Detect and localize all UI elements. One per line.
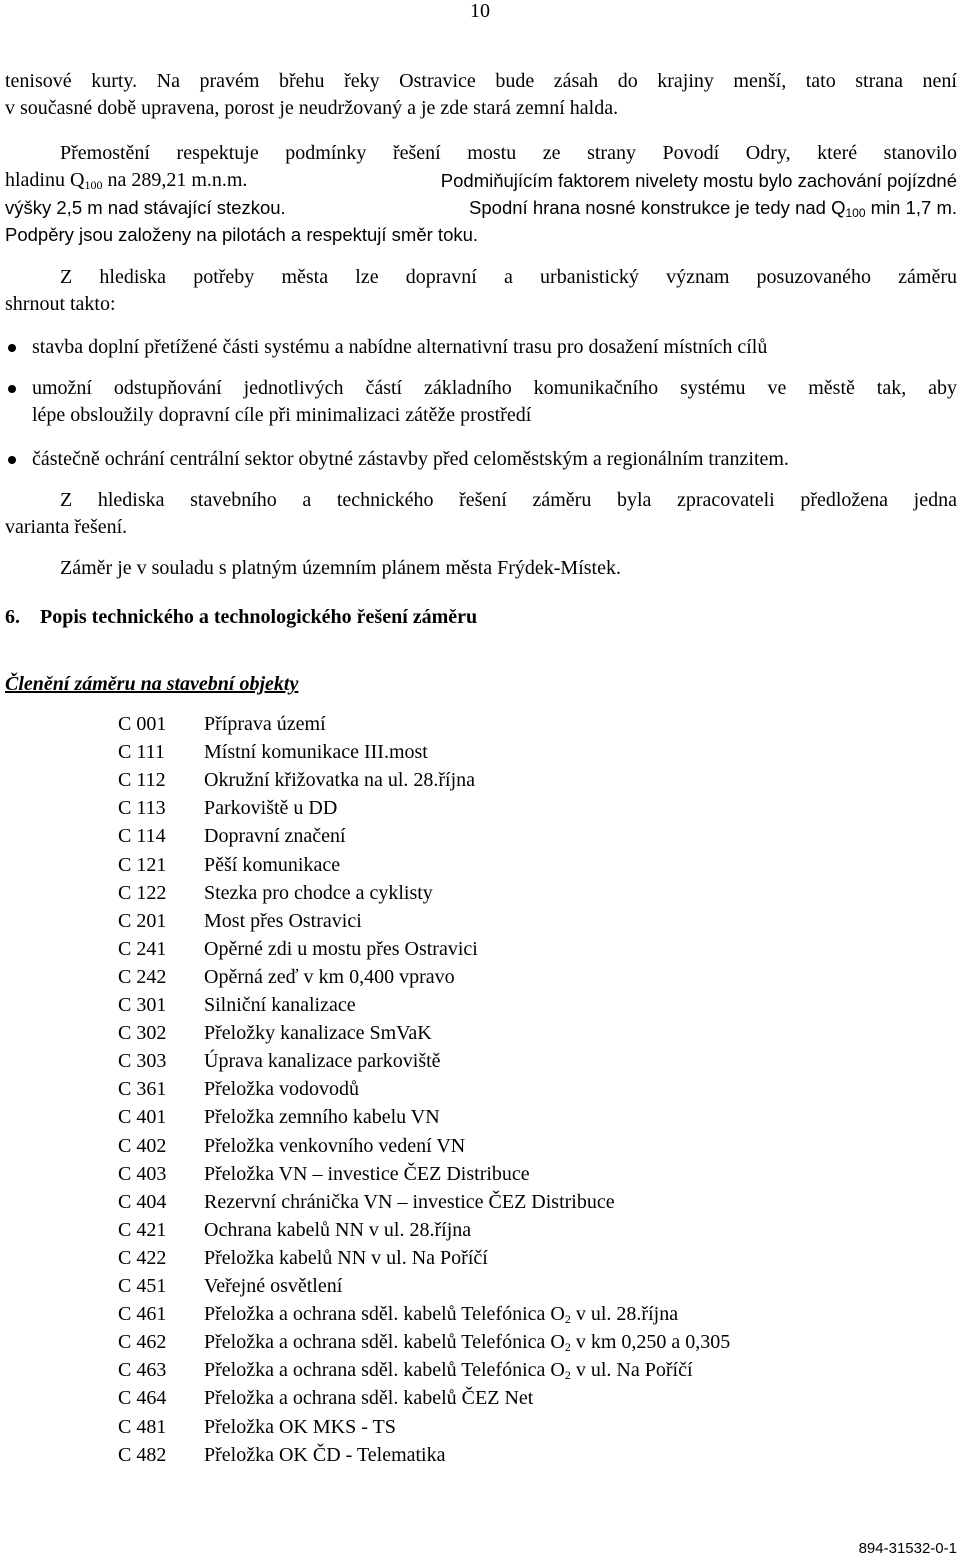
q-subscript: 100 — [84, 178, 103, 192]
paragraph-1-line-2: v současné době upravena, porost je neudržovaný a je zde stará zemní halda. — [5, 97, 619, 119]
object-row — [118, 935, 478, 963]
paragraph-3-line-1: Z hlediska potřeby města lze dopravní a urbanistický význam posuzovaného záměru — [60, 266, 957, 288]
page-number: 10 — [470, 0, 490, 22]
object-name-text: Okružní křižovatka na ul. 28.října — [204, 769, 476, 792]
object-code: C 462 — [118, 1331, 167, 1354]
bullet-item-2-line-2: lépe obsloužily dopravní cíle při minimalizaci zátěže prostředí — [32, 404, 532, 426]
object-code: C 122 — [118, 881, 167, 904]
object-name — [204, 1413, 396, 1441]
object-code: C 464 — [118, 1387, 167, 1410]
object-row — [118, 1441, 446, 1469]
object-name — [204, 1103, 440, 1131]
paragraph-1-line-1: tenisové kurty. Na pravém břehu řeky Ostravice bude zásah do krajiny menší, tato strana není — [5, 70, 957, 92]
object-name-text: Přeložka zemního kabelu VN — [204, 1106, 440, 1129]
object-name — [204, 822, 346, 850]
object-name — [204, 1132, 465, 1160]
object-name-text: Místní komunikace III.most — [204, 741, 428, 764]
object-name-text: Rezervní chránička VN – investice ČEZ Distribuce — [204, 1190, 615, 1213]
object-row — [118, 1188, 615, 1216]
paragraph-5: Záměr je v souladu s platným územním plánem města Frýdek-Místek. — [60, 557, 621, 579]
object-code: C 241 — [118, 937, 167, 960]
object-name-text: Přeložka OK MKS - TS — [204, 1415, 396, 1438]
section-heading: 6. Popis technického a technologického řešení záměru — [5, 606, 478, 628]
bullet-dot — [8, 456, 16, 464]
object-code: C 401 — [118, 1106, 167, 1129]
object-code: C 422 — [118, 1246, 167, 1269]
object-name-text: Příprava území — [204, 713, 326, 735]
object-code: C 463 — [118, 1359, 167, 1382]
object-code: C 111 — [118, 741, 165, 764]
object-name — [204, 1300, 678, 1328]
object-name-subscript: 2 — [564, 1368, 571, 1383]
object-name — [204, 1328, 730, 1356]
object-name — [204, 1384, 533, 1412]
object-name-tail: v ul. 28.října — [570, 1303, 679, 1326]
object-row — [118, 822, 346, 850]
object-name — [204, 1244, 488, 1272]
object-name — [204, 1160, 530, 1188]
object-name — [204, 794, 337, 822]
object-row — [118, 1047, 441, 1075]
object-name — [204, 935, 478, 963]
object-row — [118, 991, 356, 1019]
paragraph-4-line-2: varianta řešení. — [5, 516, 128, 538]
bullet-item-3: částečně ochrání centrální sektor obytné zástavby před celoměstským a regionálním tranzitem. — [32, 448, 789, 470]
clearance-text: výšky 2,5 m nad stávající stezkou. — [5, 197, 286, 218]
object-code: C 361 — [118, 1078, 167, 1101]
object-name-subscript: 2 — [564, 1312, 571, 1327]
object-row — [118, 1132, 465, 1160]
object-code: C 201 — [118, 909, 167, 932]
object-name-text: Pěší komunikace — [204, 853, 341, 876]
object-code: C 461 — [118, 1303, 167, 1326]
object-name-tail: v ul. Na Poříčí — [570, 1359, 693, 1382]
object-row — [118, 1019, 432, 1047]
bullet-dot — [8, 385, 16, 393]
object-name-text: Veřejné osvětlení — [204, 1275, 343, 1297]
object-name-text: Parkoviště u DD — [204, 797, 338, 820]
object-name — [204, 1441, 446, 1469]
object-name — [204, 766, 475, 794]
object-name-text: Přeložky kanalizace SmVaK — [204, 1022, 432, 1045]
object-row — [118, 963, 455, 991]
object-name-text: Přeložka kabelů NN v ul. Na Poříčí — [204, 1246, 488, 1269]
object-row — [118, 1075, 359, 1103]
object-code: C 112 — [118, 769, 166, 792]
object-code: C 114 — [118, 825, 166, 848]
object-code: C 242 — [118, 965, 167, 988]
paragraph-3-line-2: shrnout takto: — [5, 293, 116, 315]
object-code: C 302 — [118, 1022, 167, 1045]
object-code: C 482 — [118, 1443, 167, 1466]
object-row — [118, 1216, 471, 1244]
q-label: hladinu Q — [5, 169, 85, 191]
object-name — [204, 1356, 693, 1384]
object-name-text: Dopravní značení — [204, 825, 346, 848]
object-name-text: Opěrné zdi u mostu přes Ostravici — [204, 937, 478, 960]
object-row — [118, 1413, 396, 1441]
water-level-text: na 289,21 m.n.m. — [102, 169, 248, 191]
object-code: C 301 — [118, 994, 167, 1016]
paragraph-2-line-3 — [5, 194, 957, 221]
object-row — [118, 1384, 533, 1412]
object-name — [204, 1272, 342, 1300]
object-name — [204, 1019, 432, 1047]
object-code: C 113 — [118, 797, 166, 820]
object-name-text: Most přes Ostravici — [204, 909, 362, 932]
object-code: C 404 — [118, 1190, 167, 1213]
object-row — [118, 1160, 530, 1188]
lower-edge-text — [469, 194, 957, 221]
object-code: C 121 — [118, 853, 167, 876]
object-code: C 403 — [118, 1162, 167, 1185]
paragraph-2-line-1: Přemostění respektuje podmínky řešení mostu ze strany Povodí Odry, které stanovilo — [60, 142, 957, 164]
object-row — [118, 1300, 678, 1328]
bullet-item-1: stavba doplní přetížené části systému a nabídne alternativní trasu pro dosažení místních cílů — [32, 336, 768, 358]
object-name — [204, 710, 326, 738]
document-id: 894-31532-0-1 — [858, 1540, 957, 1557]
object-row — [118, 879, 433, 907]
lower-edge-label: Spodní hrana nosné konstrukce je tedy nad Q — [469, 197, 846, 218]
object-name-text: Přeložka a ochrana sděl. kabelů Telefónica O — [204, 1359, 565, 1382]
object-name-text: Přeložka a ochrana sděl. kabelů Telefónica O — [204, 1331, 565, 1354]
bullet-dot — [8, 344, 16, 352]
object-name-text: Přeložka VN – investice ČEZ Distribuce — [204, 1162, 530, 1185]
object-row — [118, 1356, 693, 1384]
paragraph-2-line-2-left — [5, 167, 247, 194]
object-name — [204, 1188, 615, 1216]
object-name — [204, 738, 428, 766]
object-name — [204, 1216, 471, 1244]
object-row — [118, 710, 326, 738]
object-row — [118, 738, 428, 766]
object-name-text: Přeložka venkovního vedení VN — [204, 1134, 466, 1157]
object-code: C 421 — [118, 1218, 167, 1241]
object-row — [118, 1244, 488, 1272]
object-name-text: Opěrná zeď v km 0,400 vpravo — [204, 965, 455, 988]
object-name-text: Stezka pro chodce a cyklisty — [204, 881, 433, 904]
object-row — [118, 1328, 730, 1356]
object-code: C 001 — [118, 713, 167, 735]
objects-subheading: Členění záměru na stavební objekty — [5, 673, 299, 695]
object-row — [118, 907, 362, 935]
paragraph-2-line-2-right: Podmiňujícím faktorem nivelety mostu bylo zachování pojízdné — [440, 170, 957, 191]
object-name — [204, 907, 362, 935]
object-name-text: Přeložka a ochrana sděl. kabelů ČEZ Net — [204, 1387, 534, 1410]
object-name-text: Přeložka OK ČD - Telematika — [204, 1443, 446, 1466]
object-row — [118, 794, 337, 822]
object-name — [204, 879, 433, 907]
object-name — [204, 1075, 359, 1103]
object-code: C 451 — [118, 1275, 167, 1297]
object-code: C 303 — [118, 1050, 167, 1073]
object-row — [118, 1272, 342, 1300]
object-name-text: Přeložka a ochrana sděl. kabelů Telefónica O — [204, 1303, 565, 1326]
object-row — [118, 766, 475, 794]
object-name-text: Ochrana kabelů NN v ul. 28.října — [204, 1218, 472, 1241]
object-name — [204, 851, 340, 879]
object-name-subscript: 2 — [564, 1340, 571, 1355]
object-name-text: Silniční kanalizace — [204, 994, 356, 1016]
object-name-text: Úprava kanalizace parkoviště — [204, 1050, 441, 1073]
object-name — [204, 1047, 441, 1075]
paragraph-2-line-2 — [5, 167, 957, 194]
paragraph-2-line-4: Podpěry jsou založeny na pilotách a respektují směr toku. — [5, 224, 479, 245]
object-code: C 481 — [118, 1415, 167, 1438]
object-code: C 402 — [118, 1134, 167, 1157]
object-name-text: Přeložka vodovodů — [204, 1078, 359, 1101]
paragraph-4-line-1: Z hlediska stavebního a technického řešení záměru byla zpracovateli předložena jedna — [60, 489, 957, 511]
lower-edge-value: min 1,7 m. — [865, 197, 957, 218]
object-row — [118, 1103, 440, 1131]
object-name — [204, 991, 356, 1019]
object-row — [118, 851, 340, 879]
object-name-tail: v km 0,250 a 0,305 — [570, 1331, 731, 1354]
bullet-item-2-line-1: umožní odstupňování jednotlivých částí základního komunikačního systému ve městě tak, aby — [32, 377, 957, 399]
q-subscript-2: 100 — [845, 206, 866, 220]
object-name — [204, 963, 455, 991]
